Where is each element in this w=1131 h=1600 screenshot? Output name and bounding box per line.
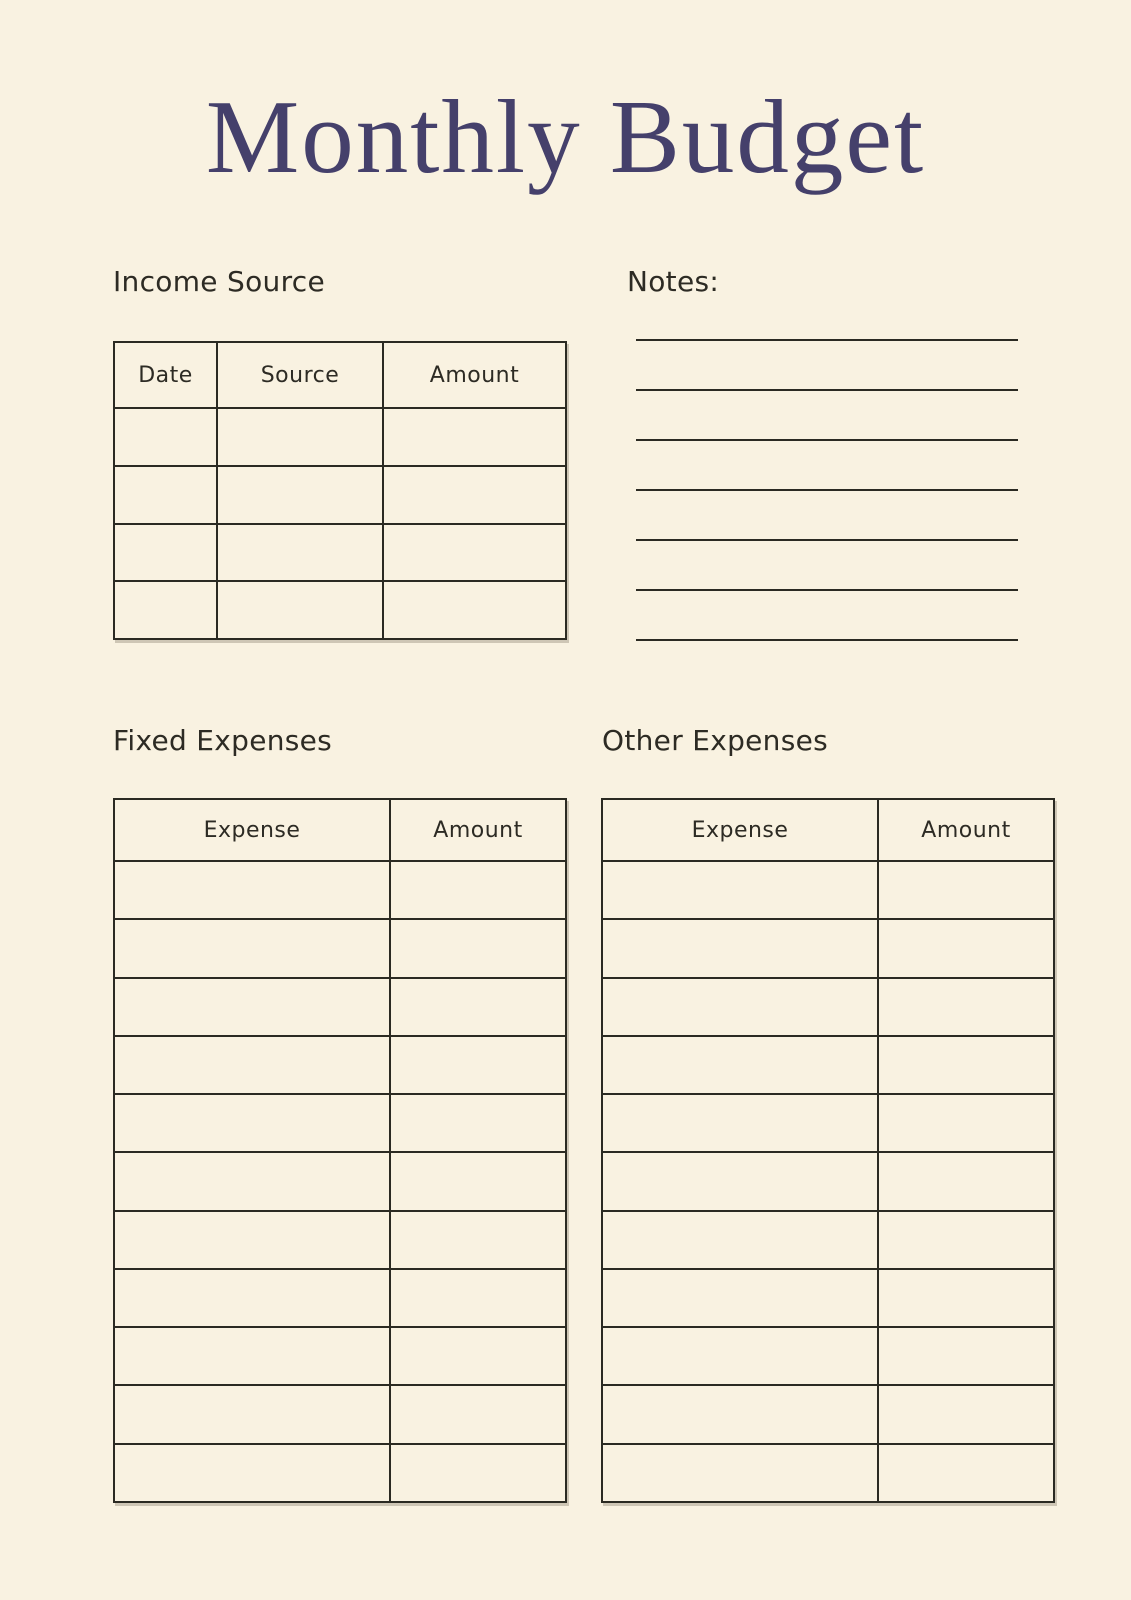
- table-row: [602, 1269, 1054, 1327]
- table-cell-empty: [878, 1094, 1054, 1152]
- column-header-expense: Expense: [114, 799, 390, 861]
- table-cell-empty: [878, 1152, 1054, 1210]
- table-cell-empty: [217, 466, 383, 524]
- table-header-row: [114, 342, 566, 408]
- table-cell-empty: [602, 1152, 878, 1210]
- table-cell-empty: [114, 408, 217, 466]
- table-cell-empty: [390, 861, 566, 919]
- table-cell-empty: [114, 978, 390, 1036]
- column-header-amount: Amount: [878, 799, 1054, 861]
- table-row: [602, 1094, 1054, 1152]
- table-cell-empty: [602, 1094, 878, 1152]
- table-row: [602, 861, 1054, 919]
- table-cell-empty: [878, 861, 1054, 919]
- column-header-expense: Expense: [602, 799, 878, 861]
- other-expenses-heading: Other Expenses: [602, 724, 829, 757]
- table-row: [114, 581, 566, 639]
- table-row: [114, 978, 566, 1036]
- notes-heading: Notes:: [627, 265, 720, 298]
- table-cell-empty: [878, 1385, 1054, 1443]
- table-cell-empty: [878, 978, 1054, 1036]
- table-row: [114, 1385, 566, 1443]
- table-row: [114, 1211, 566, 1269]
- table-cell-empty: [602, 861, 878, 919]
- fixed-expenses-heading: Fixed Expenses: [113, 724, 333, 757]
- note-line: [636, 441, 1018, 491]
- table-cell-empty: [390, 1094, 566, 1152]
- table-cell-empty: [390, 978, 566, 1036]
- note-line: [636, 291, 1018, 341]
- table-row: [602, 919, 1054, 977]
- note-line: [636, 491, 1018, 541]
- table-cell-empty: [602, 978, 878, 1036]
- table-cell-empty: [114, 466, 217, 524]
- table-cell-empty: [383, 408, 566, 466]
- table-cell-empty: [390, 1327, 566, 1385]
- notes-lines: [636, 291, 1018, 641]
- table-row: [114, 1094, 566, 1152]
- other-expenses-table: [601, 798, 1055, 1503]
- table-row: [114, 1036, 566, 1094]
- table-row: [602, 1211, 1054, 1269]
- table-cell-empty: [390, 919, 566, 977]
- table-row: [602, 1327, 1054, 1385]
- income-source-heading: Income Source: [113, 265, 325, 298]
- fixed-expenses-table: [113, 798, 567, 1503]
- note-line: [636, 591, 1018, 641]
- table-cell-empty: [390, 1385, 566, 1443]
- table-cell-empty: [602, 1269, 878, 1327]
- table-row: [602, 1385, 1054, 1443]
- column-header-amount: Amount: [390, 799, 566, 861]
- table-cell-empty: [217, 524, 383, 582]
- table-cell-empty: [114, 581, 217, 639]
- note-line: [636, 341, 1018, 391]
- table-cell-empty: [602, 1385, 878, 1443]
- table-row: [602, 1036, 1054, 1094]
- table-row: [602, 1152, 1054, 1210]
- table-row: [114, 1269, 566, 1327]
- table-cell-empty: [878, 1444, 1054, 1502]
- table-cell-empty: [383, 581, 566, 639]
- table-cell-empty: [390, 1152, 566, 1210]
- column-header-source: Source: [217, 342, 383, 408]
- table-row: [114, 1152, 566, 1210]
- table-cell-empty: [602, 1327, 878, 1385]
- table-row: [114, 861, 566, 919]
- table-cell-empty: [878, 1211, 1054, 1269]
- table-row: [114, 1444, 566, 1502]
- table-cell-empty: [114, 1152, 390, 1210]
- table-row: [114, 466, 566, 524]
- table-row: [114, 1327, 566, 1385]
- table-row: [602, 1444, 1054, 1502]
- table-cell-empty: [114, 861, 390, 919]
- table-cell-empty: [114, 1385, 390, 1443]
- column-header-amount: Amount: [383, 342, 566, 408]
- table-cell-empty: [217, 408, 383, 466]
- table-cell-empty: [114, 1094, 390, 1152]
- note-line: [636, 541, 1018, 591]
- table-cell-empty: [114, 1269, 390, 1327]
- table-cell-empty: [114, 919, 390, 977]
- table-row: [602, 978, 1054, 1036]
- table-cell-empty: [602, 1211, 878, 1269]
- table-cell-empty: [217, 581, 383, 639]
- column-header-date: Date: [114, 342, 217, 408]
- table-cell-empty: [878, 1036, 1054, 1094]
- table-cell-empty: [114, 1036, 390, 1094]
- table-cell-empty: [114, 1211, 390, 1269]
- table-cell-empty: [114, 1327, 390, 1385]
- table-cell-empty: [602, 1444, 878, 1502]
- page-title: Monthly Budget: [205, 78, 926, 195]
- table-cell-empty: [383, 466, 566, 524]
- table-row: [114, 408, 566, 466]
- table-row: [114, 919, 566, 977]
- table-cell-empty: [602, 919, 878, 977]
- table-cell-empty: [114, 524, 217, 582]
- table-cell-empty: [878, 919, 1054, 977]
- table-cell-empty: [390, 1444, 566, 1502]
- table-cell-empty: [390, 1269, 566, 1327]
- table-cell-empty: [114, 1444, 390, 1502]
- income-source-table: [113, 341, 567, 640]
- table-row: [114, 524, 566, 582]
- table-cell-empty: [383, 524, 566, 582]
- table-cell-empty: [878, 1327, 1054, 1385]
- table-cell-empty: [390, 1036, 566, 1094]
- note-line: [636, 391, 1018, 441]
- table-cell-empty: [878, 1269, 1054, 1327]
- table-cell-empty: [390, 1211, 566, 1269]
- table-header-row: [602, 799, 1054, 861]
- table-header-row: [114, 799, 566, 861]
- table-cell-empty: [602, 1036, 878, 1094]
